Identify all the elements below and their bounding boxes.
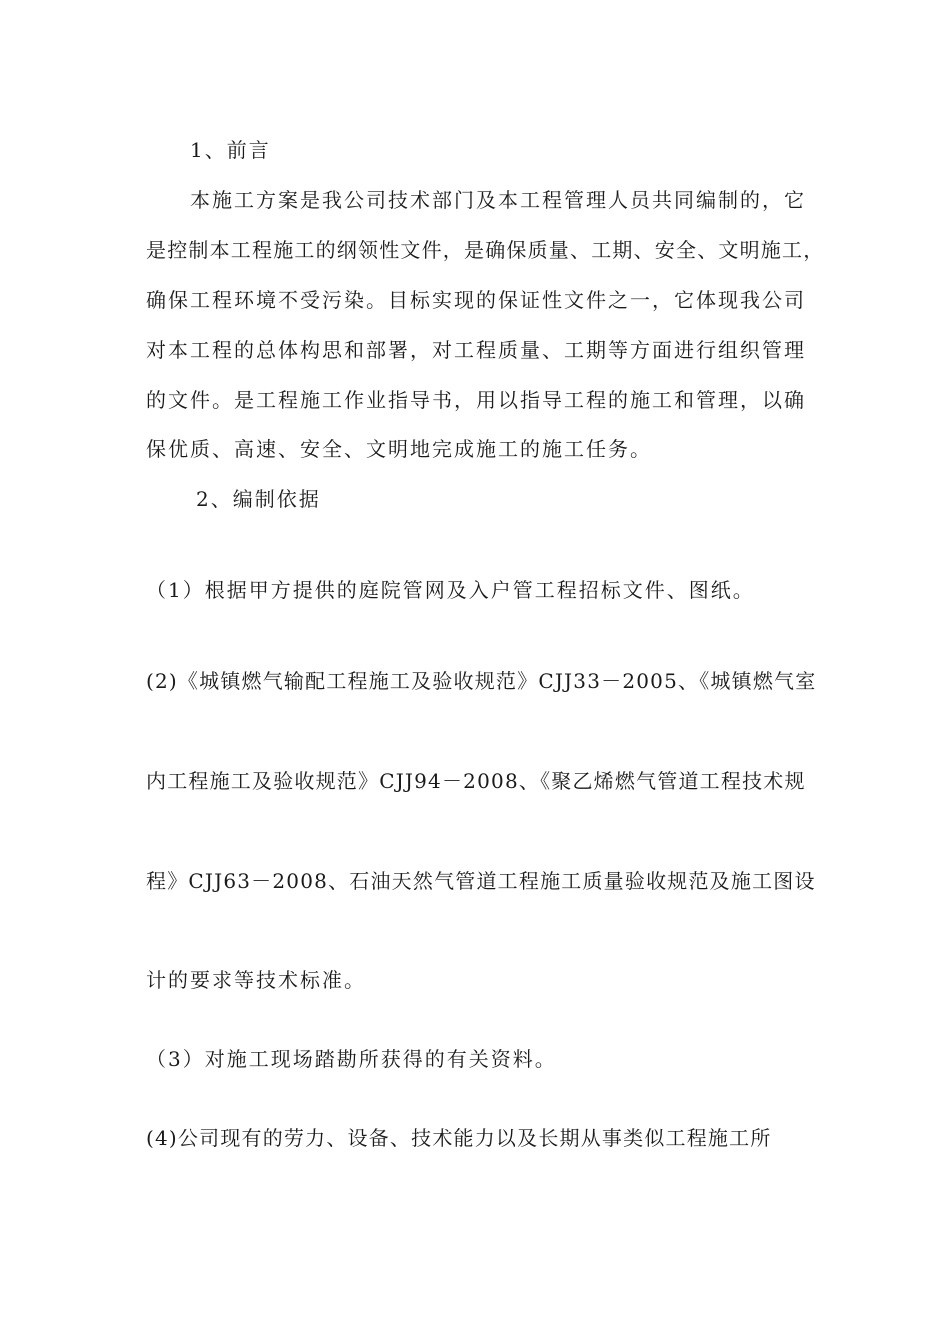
paragraph-line-5: 的文件。是工程施工作业指导书，用以指导工程的施工和管理，以确	[146, 388, 806, 412]
paragraph-line-2: 是控制本工程施工的纲领性文件，是确保质量、工期、安全、文明施工，	[146, 238, 825, 262]
paragraph-line-6: 保优质、高速、安全、文明地完成施工的施工任务。	[146, 437, 652, 461]
section-2-heading: 2、编制依据	[196, 487, 321, 511]
basis-item-2-line-2: 内工程施工及验收规范》CJJ94－2008、《聚乙烯燃气管道工程技术规	[146, 769, 806, 793]
paragraph-line-3: 确保工程环境不受污染。目标实现的保证性文件之一，它体现我公司	[146, 288, 806, 312]
basis-item-1: （1）根据甲方提供的庭院管网及入户管工程招标文件、图纸。	[146, 578, 755, 602]
basis-item-2-line-3: 程》CJJ63－2008、石油天然气管道工程施工质量验收规范及施工图设	[146, 869, 816, 893]
basis-item-2-line-1: (2)《城镇燃气输配工程施工及验收规范》CJJ33－2005、《城镇燃气室	[146, 669, 817, 693]
basis-item-3: （3）对施工现场踏勘所获得的有关资料。	[146, 1047, 557, 1071]
paragraph-line-1: 本施工方案是我公司技术部门及本工程管理人员共同编制的，它	[190, 188, 806, 212]
basis-item-2-line-4: 计的要求等技术标准。	[146, 968, 366, 992]
paragraph-line-4: 对本工程的总体构思和部署，对工程质量、工期等方面进行组织管理	[146, 338, 806, 362]
section-1-heading: 1、前言	[190, 138, 271, 162]
basis-item-4: (4)公司现有的劳力、设备、技术能力以及长期从事类似工程施工所	[146, 1126, 772, 1150]
